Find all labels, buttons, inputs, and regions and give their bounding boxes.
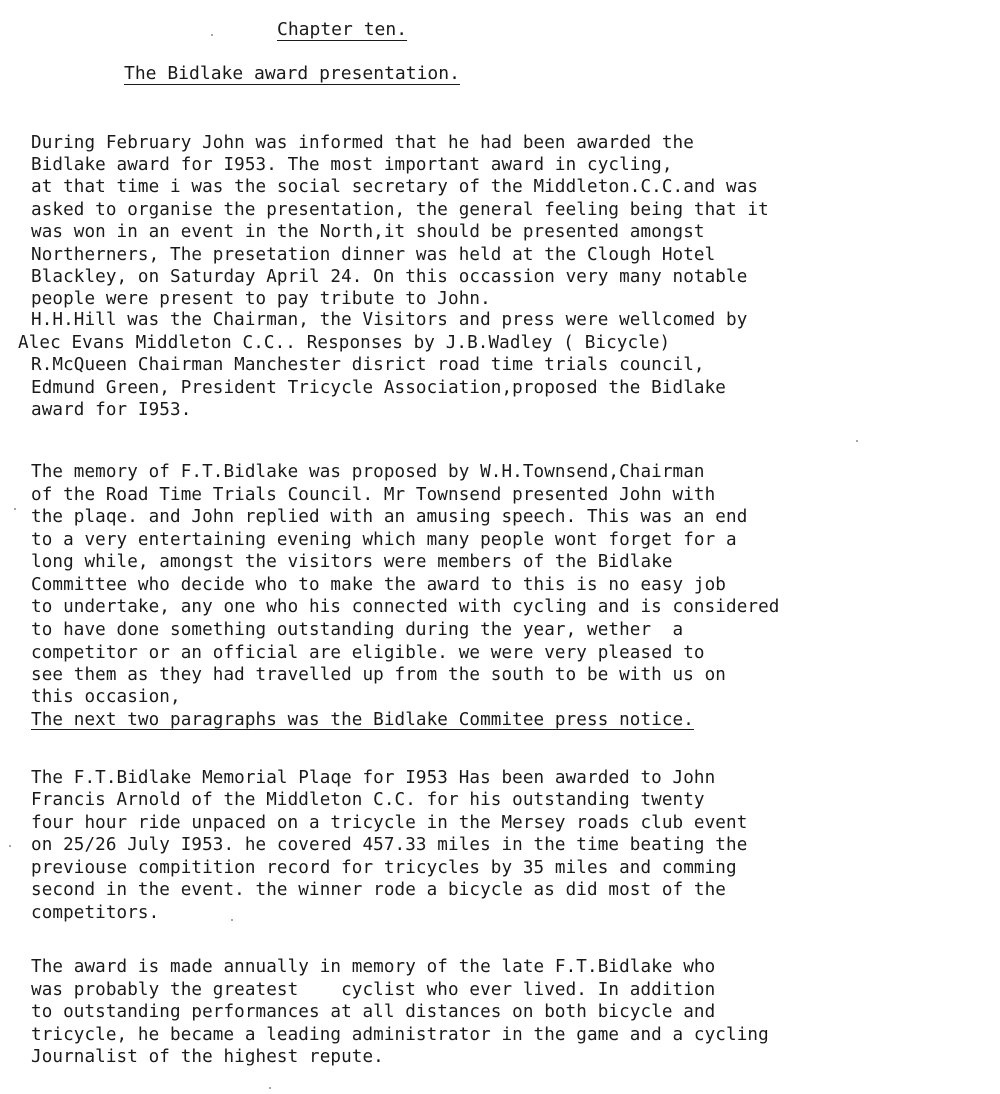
chapter-title: Chapter ten. (277, 19, 408, 40)
text-line: Alec Evans Middleton C.C.. Responses by J.B.Wadley ( Bicycle) (18, 333, 671, 353)
text-line: asked to organise the presentation, the general feeling being that it (31, 200, 769, 220)
text-line: on 25/26 July I953. he covered 457.33 miles in the time beating the (31, 835, 748, 855)
text-line: people were present to pay tribute to John. (31, 289, 491, 309)
text-line: this occasion, (31, 687, 181, 707)
text-line: Edmund Green, President Tricycle Association,proposed the Bidlake (31, 378, 727, 398)
text-line: The award is made annually in memory of the late F.T.Bidlake who (31, 957, 716, 977)
text-line: The F.T.Bidlake Memorial Plaqe for I953 Has been awarded to John (31, 768, 716, 788)
text-line: to have done something outstanding during the year, wether a (31, 620, 684, 640)
text-line: to a very entertaining evening which many people wont forget for a (31, 530, 737, 550)
scan-speck (14, 508, 16, 510)
text-line: four hour ride unpaced on a tricycle in the Mersey roads club event (31, 813, 748, 833)
text-line: tricycle, he became a leading administrator in the game and a cycling (31, 1025, 769, 1045)
text-line: long while, amongst the visitors were members of the Bidlake (31, 552, 673, 572)
text-line: was won in an event in the North,it should be presented amongst (31, 222, 705, 242)
text-line: Bidlake award for I953. The most important award in cycling, (31, 155, 673, 175)
text-line: second in the event. the winner rode a bicycle as did most of the (31, 880, 727, 900)
text-line: Francis Arnold of the Middleton C.C. for his outstanding twenty (31, 790, 705, 810)
text-line: at that time i was the social secretary of the Middleton.C.C.and was (31, 177, 759, 197)
text-line: the plaqe. and John replied with an amusing speech. This was an end (31, 507, 748, 527)
scan-speck (9, 845, 11, 847)
text-line: Blackley, on Saturday April 24. On this occassion very many notable (31, 267, 748, 287)
scan-speck (269, 1087, 271, 1089)
text-line: The memory of F.T.Bidlake was proposed by W.H.Townsend,Chairman (31, 462, 705, 482)
text-line: award for I953. (31, 400, 192, 420)
text-line: competitors. (31, 903, 160, 923)
text-line: Journalist of the highest repute. (31, 1047, 384, 1067)
scan-speck (211, 34, 213, 36)
text-line: During February John was informed that he had been awarded the (31, 133, 694, 153)
scan-speck (231, 919, 233, 921)
scan-speck (856, 440, 858, 442)
text-line: Committee who decide who to make the award to this is no easy job (31, 575, 727, 595)
text-line: competitor or an official are eligible. we were very pleased to (31, 643, 705, 663)
text-line: to outstanding performances at all distances on both bicycle and (31, 1002, 716, 1022)
press-notice-heading: The next two paragraphs was the Bidlake Commitee press notice. (31, 710, 694, 730)
text-line: previouse compitition record for tricycles by 35 miles and comming (31, 858, 737, 878)
text-line: was probably the greatest cyclist who ever lived. In addition (31, 980, 716, 1000)
section-title: The Bidlake award presentation. (124, 63, 460, 84)
text-line: Northerners, The presetation dinner was held at the Clough Hotel (31, 245, 716, 265)
text-line: of the Road Time Trials Council. Mr Townsend presented John with (31, 485, 716, 505)
text-line: see them as they had travelled up from the south to be with us on (31, 665, 727, 685)
text-line: R.McQueen Chairman Manchester disrict road time trials council, (31, 355, 705, 375)
text-line: to undertake, any one who his connected with cycling and is considered (31, 597, 780, 617)
text-line: H.H.Hill was the Chairman, the Visitors and press were wellcomed by (31, 310, 748, 330)
